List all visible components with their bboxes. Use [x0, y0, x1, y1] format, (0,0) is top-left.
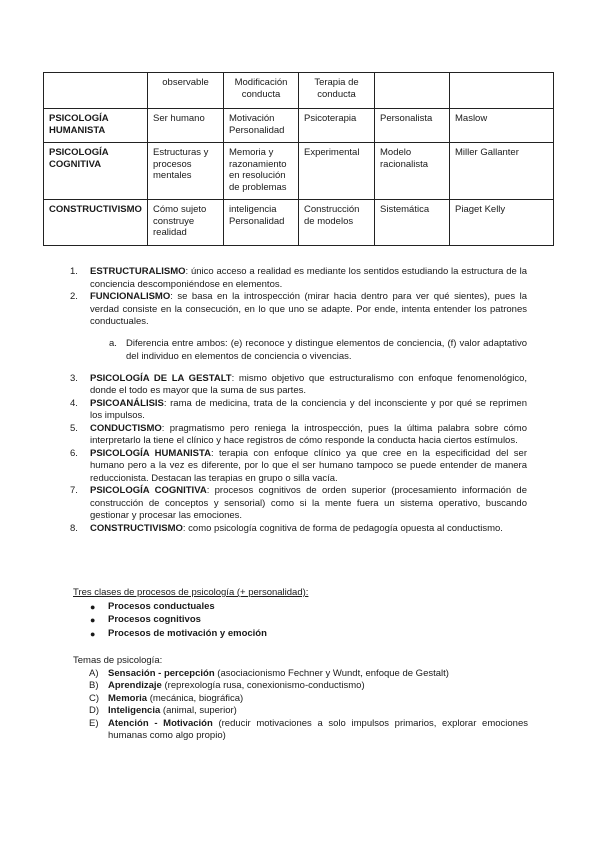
list-number: a. — [109, 338, 117, 349]
bullet-icon: ● — [90, 601, 96, 612]
table-cell: Construcción de modelos — [299, 200, 375, 246]
comparison-table — [43, 72, 554, 246]
list-number: 5. — [70, 422, 78, 434]
list-number: 1. — [70, 266, 78, 277]
list-number: 6. — [70, 447, 78, 459]
table-cell: Psicoterapia — [299, 109, 375, 143]
list-text: : rama de medicina, trata de la conciencia y del inconsciente y por qué se reprimen los impulsos. — [90, 397, 527, 421]
list-term: FUNCIONALISMO — [90, 291, 171, 302]
table-cell: Personalista — [375, 109, 450, 143]
list-number: 3. — [70, 372, 78, 384]
list-text: (reprexología rusa, conexionismo-conductismo) — [161, 680, 365, 691]
table-row-header: PSICOLOGÍA HUMANISTA — [44, 109, 148, 143]
section-title: Temas de psicología: — [73, 655, 163, 666]
lettered-item — [89, 717, 529, 743]
bullet-icon: ● — [90, 615, 96, 625]
table-cell: inteligencia Personalidad — [224, 200, 299, 246]
table-cell: Piaget Kelly — [450, 200, 554, 246]
list-term: PSICOANÁLISIS — [90, 397, 164, 409]
table-cell — [375, 73, 450, 109]
table-cell — [450, 73, 554, 109]
bullet-item — [90, 600, 533, 614]
table-cell: Modelo racionalista — [375, 143, 450, 200]
lettered-item — [89, 692, 528, 706]
list-text: : pragmatismo pero reniega la introspección, pues la última palabra sobre cómo interpretarlo la tiene el clínico y hace registros de cómo responde la conducta hacia ciertos estímulos. — [90, 422, 527, 446]
list-term: CONDUCTISMO — [90, 422, 162, 434]
list-item — [70, 422, 527, 448]
table-row-header: CONSTRUCTIVISMO — [44, 200, 148, 246]
table-cell: Estructuras y procesos mentales — [148, 143, 224, 200]
topics-section — [73, 655, 533, 743]
list-text: (animal, superior) — [160, 705, 237, 716]
list-item — [70, 447, 527, 486]
sub-list-item — [109, 338, 527, 363]
list-term: Memoria — [108, 692, 148, 704]
table-cell: Maslow — [450, 109, 554, 143]
bullet-text: Procesos de motivación y emoción — [108, 627, 267, 639]
processes-section — [73, 587, 533, 640]
list-item — [70, 522, 527, 536]
table-cell: Cómo sujeto construye realidad — [148, 200, 224, 246]
list-text: : único acceso a realidad es mediante los sentidos estudiando la estructura de la conciencia descomponiéndose en elementos. — [90, 266, 527, 290]
list-text: Diferencia entre ambos: (e) reconoce y distingue elementos de conciencia, (f) valor adaptativo del individuo en elementos de conciencia o vivencias. — [126, 338, 527, 362]
list-letter: D) — [89, 705, 100, 716]
table-cell: Ser humano — [148, 109, 224, 143]
list-text: : terapia con enfoque clínico ya que cree en la especificidad del ser humano pero a la vez es diferente, por lo que el ser humano tampoco se puede entender de manera reduccionista. Destacan las terapias en grupo o silla vacía. — [90, 447, 527, 484]
list-text: (mecánica, biográfica) — [147, 692, 244, 704]
list-term: Atención - Motivación — [108, 717, 213, 729]
table-cell: Motivación Personalidad — [224, 109, 299, 143]
list-letter: B) — [89, 680, 99, 691]
list-term: Sensación - percepción — [108, 667, 215, 679]
list-item — [70, 291, 527, 329]
list-letter: E) — [89, 717, 99, 729]
table-cell: Memoria y razonamiento en resolución de problemas — [224, 143, 299, 200]
list-number: 7. — [70, 485, 78, 496]
table-row — [44, 200, 554, 246]
section-title: Tres clases de procesos de psicología (+ personalidad): — [73, 587, 309, 598]
table-cell: Modificación conducta — [224, 73, 299, 109]
table-cell: Sistemática — [375, 200, 450, 246]
bullet-text: Procesos cognitivos — [108, 614, 201, 625]
list-letter: C) — [89, 692, 100, 704]
table-row — [44, 109, 554, 143]
list-term: Aprendizaje — [108, 680, 162, 691]
bullet-item — [90, 614, 533, 627]
bullet-icon: ● — [90, 628, 96, 639]
list-text: : procesos cognitivos de orden superior (procesamiento información de construcción de conceptos y sensorial) como si la mente fuera un sistema operativo, buscando gestionar y procesar las emociones. — [90, 485, 527, 521]
list-number: 4. — [70, 397, 78, 409]
lettered-item — [89, 680, 528, 693]
list-term: PSICOLOGÍA COGNITIVA — [90, 485, 207, 496]
table-row — [44, 73, 554, 109]
lettered-item — [89, 705, 528, 718]
list-term: Inteligencia — [108, 705, 161, 716]
bullet-text: Procesos conductuales — [108, 600, 215, 612]
list-text: (asociacionismo Fechner y Wundt, enfoque de Gestalt) — [214, 667, 449, 679]
numbered-list — [70, 266, 527, 535]
table-row — [44, 143, 554, 200]
list-number: 2. — [70, 291, 78, 302]
list-item — [70, 266, 527, 291]
list-text: : como psicología cognitiva de forma de pedagogía opuesta al conductismo. — [182, 522, 503, 534]
list-text: : mismo objetivo que estructuralismo con enfoque fenomenológico, donde el todo es mayor que la suma de sus partes. — [90, 372, 527, 396]
list-item — [70, 397, 527, 423]
list-text: : se basa en la introspección (mirar hacia dentro para ver qué sientes), pues la verdad consiste en la consecución, en lo que uno se adapte. Por ende, intenta entender los patrones conductuales. — [90, 291, 527, 327]
table-cell — [44, 73, 148, 109]
list-term: PSICOLOGÍA HUMANISTA — [90, 447, 211, 459]
table-cell: Terapia de conducta — [299, 73, 375, 109]
table-cell: observable — [148, 73, 224, 109]
list-text: (reducir motivaciones a solo impulsos primarios, explorar emociones humanas como algo propio) — [108, 717, 529, 741]
list-number: 8. — [70, 522, 78, 534]
list-term: ESTRUCTURALISMO — [90, 266, 186, 277]
bullet-item — [90, 627, 533, 641]
lettered-item — [89, 667, 528, 681]
list-term: CONSTRUCTIVISMO — [90, 522, 183, 534]
list-term: PSICOLOGÍA DE LA GESTALT — [90, 372, 232, 384]
list-item — [70, 485, 527, 523]
list-letter: A) — [89, 667, 99, 679]
table-cell: Experimental — [299, 143, 375, 200]
list-item — [70, 372, 527, 398]
table-cell: Miller Gallanter — [450, 143, 554, 200]
table-row-header: PSICOLOGÍA COGNITIVA — [44, 143, 148, 200]
